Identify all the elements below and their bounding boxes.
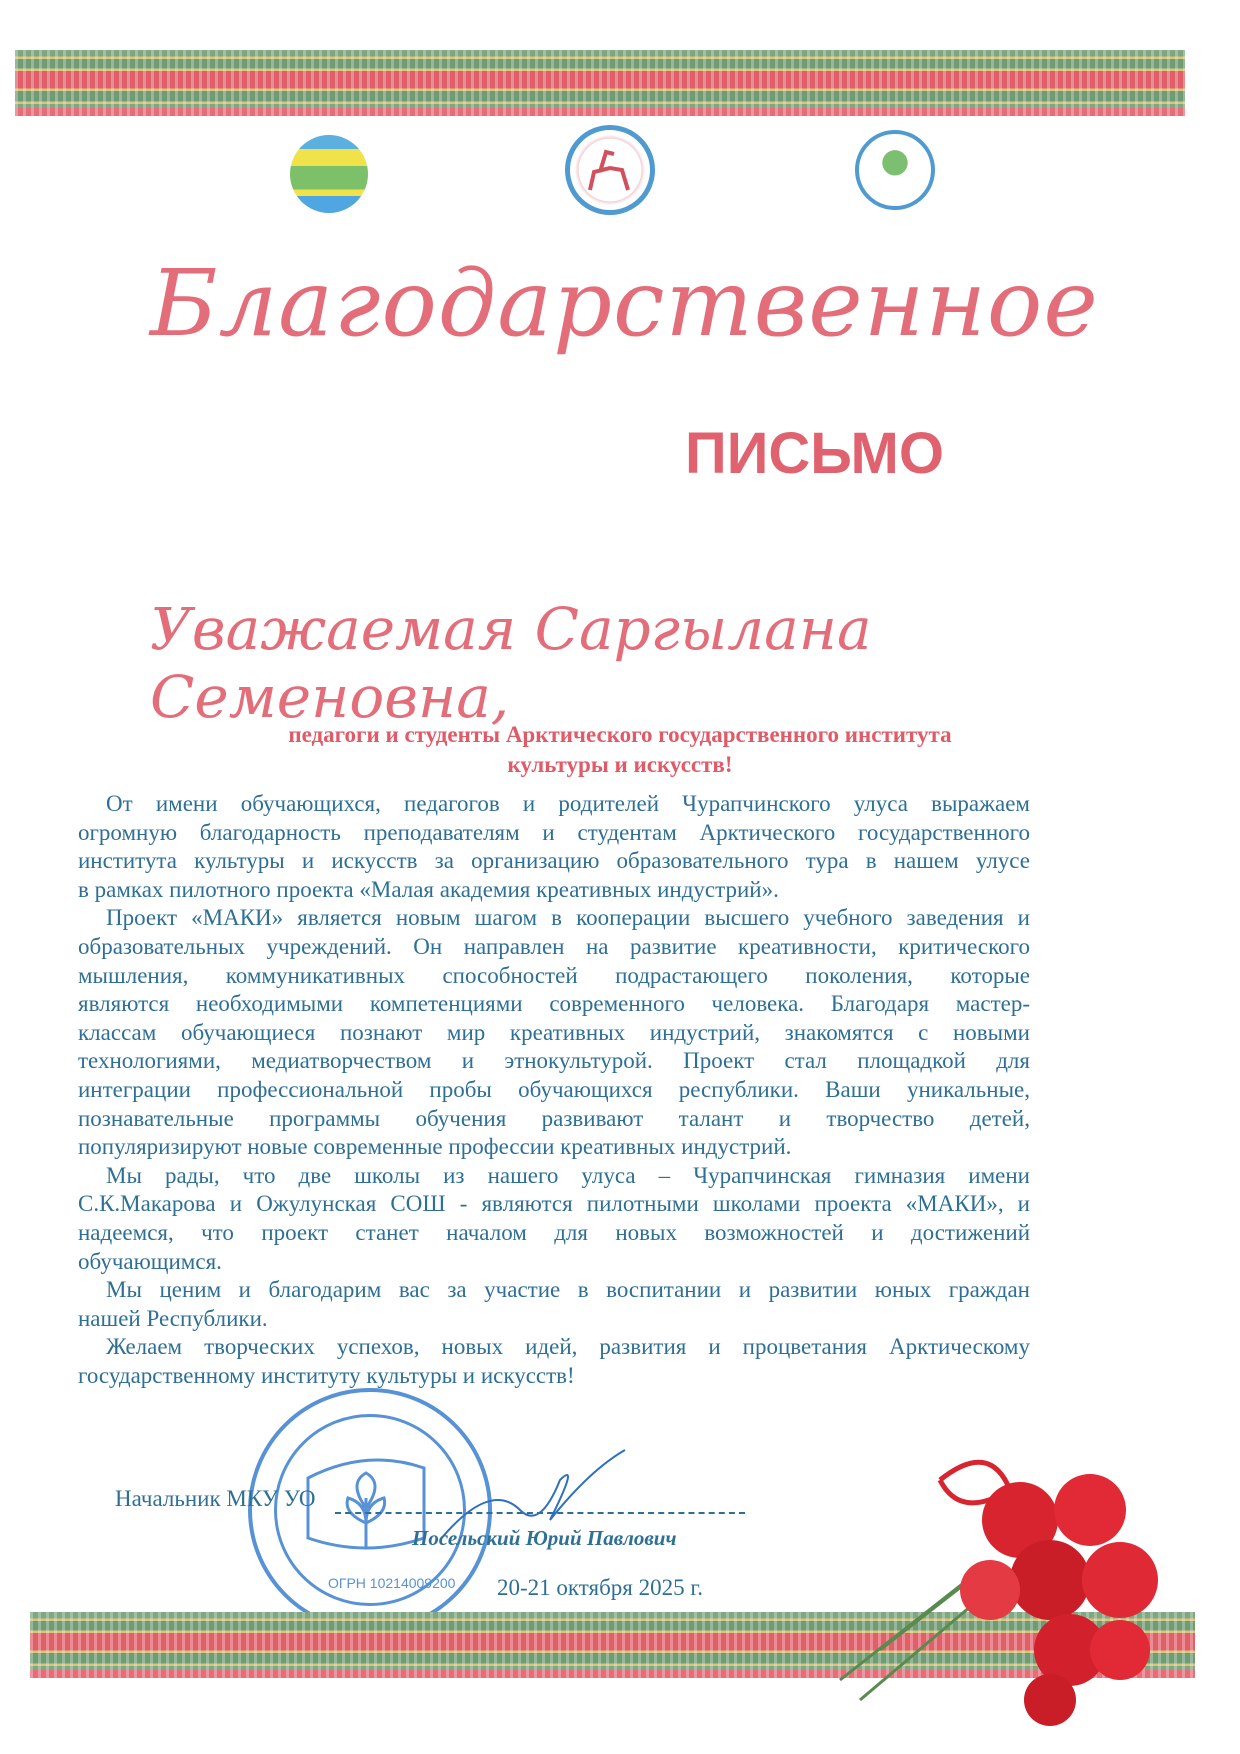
ulus-emblem (290, 135, 368, 213)
paragraph-2-line: Проект «МАКИ» является новым шагом в кооперации высшего учебного заведения и (106, 905, 1030, 931)
sakha-republic-emblem (565, 125, 655, 215)
roses-bouquet-icon (820, 1400, 1180, 1730)
paragraph-2-line: являются необходимыми компетенциями современного человека. Благодаря мастер- (78, 991, 1030, 1017)
paragraph-2-line: образовательных учреждений. Он направлен на развитие креативности, критического (78, 933, 1030, 959)
top-ornament-band (15, 50, 1185, 116)
title-letter: ПИСЬМО (685, 421, 944, 486)
horseman-icon (570, 130, 650, 210)
education-emblem (855, 130, 935, 210)
paragraph-3-line: С.К.Макарова и Ожулунская СОШ - являются пилотными школами проекта «МАКИ», и (78, 1191, 1030, 1217)
paragraph-5-line: государственному институту культуры и искусств! (78, 1362, 575, 1388)
letter-body (78, 790, 1030, 1390)
paragraph-3-line: обучающимся. (78, 1248, 222, 1274)
greeting: Уважаемая Саргылана Семеновна, (150, 595, 872, 731)
paragraph-1-line: института культуры и искусств за организацию образовательного тура в нашем улусе (78, 848, 1030, 874)
paragraph-5-line: Желаем творческих успехов, новых идей, развития и процветания Арктическому (106, 1334, 1030, 1360)
title-script: Благодарственное (150, 250, 1099, 357)
paragraph-4-line: нашей Республики. (78, 1305, 268, 1331)
paragraph-2-line: мышления, коммуникативных способностей подрастающего поколения, которые (78, 962, 1030, 988)
stamp-ogrn: ОГРН 10214009200 (328, 1575, 456, 1591)
paragraph-1-line: огромную благодарность преподавателям и студентам Арктического государственного (78, 819, 1030, 845)
subtitle-line2: культуры и искусств! (507, 752, 733, 777)
paragraph-3-line: Мы рады, что две школы из нашего улуса – Чурапчинская гимназия имени (106, 1162, 1030, 1188)
paragraph-1-line: в рамках пилотного проекта «Малая академия креативных индустрий». (78, 876, 779, 902)
paragraph-4-line: Мы ценим и благодарим вас за участие в воспитании и развитии юных граждан (106, 1277, 1030, 1303)
paragraph-1-line: От имени обучающихся, педагогов и родителей Чурапчинского улуса выражаем (106, 791, 1030, 816)
signatory-name: Посельский Юрий Павлович (412, 1526, 677, 1550)
paragraph-2-line: познавательные программы обучения развивают талант и творчество детей, (78, 1105, 1030, 1131)
signatory-position: Начальник МКУ УО (115, 1486, 316, 1511)
letter-date: 20-21 октября 2025 г. (497, 1575, 703, 1600)
paragraph-3-line: надеемся, что проект станет началом для новых возможностей и достижений (78, 1219, 1030, 1245)
subtitle-line1: педагоги и студенты Арктического государственного института (288, 722, 952, 747)
paragraph-2-line: интеграции профессиональной пробы обучающихся республики. Ваши уникальные, (78, 1076, 1030, 1102)
paragraph-2-line: популяризируют новые современные профессии креативных индустрий. (78, 1134, 792, 1160)
paragraph-2-line: технологиями, медиатворчеством и этнокультурой. Проект стал площадкой для (78, 1048, 1030, 1074)
paragraph-2-line: классам обучающиеся познают мир креативных индустрий, знакомятся с новыми (78, 1019, 1030, 1045)
